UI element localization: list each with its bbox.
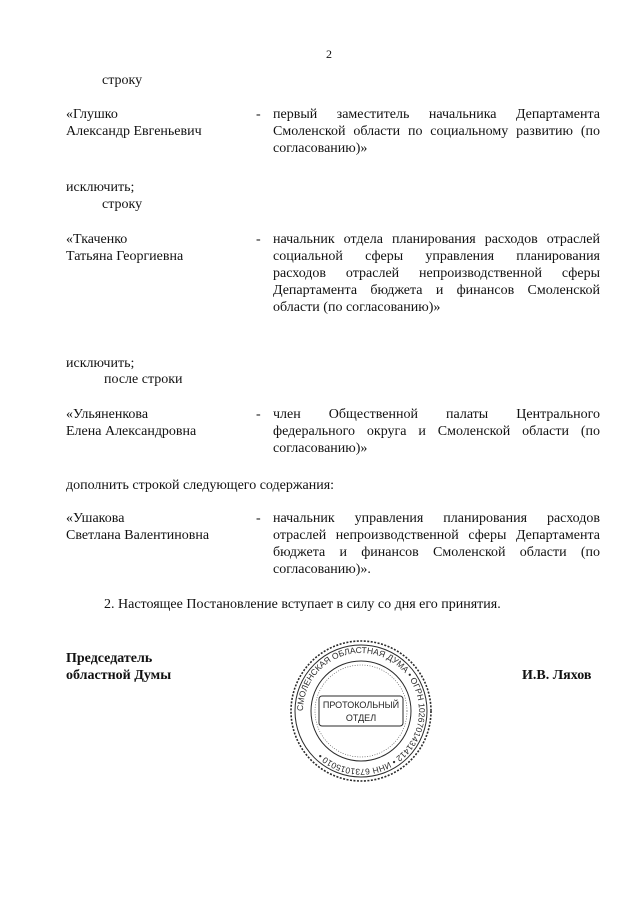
member-role: начальник управления планирования расходов отраслей непроизводственной сферы Департамента бюджета и финансов Смоленской области (по согласованию)». [273, 511, 600, 577]
member-name: «Ульяненкова Елена Александровна [66, 407, 197, 439]
seal-center-line2: ОТДЕЛ [345, 713, 377, 723]
member-name: «Глушко Александр Евгеньевич [66, 107, 202, 139]
member-name: «Ушакова Светлана Валентиновна [66, 511, 210, 543]
instruction-line: исключить; [66, 180, 135, 195]
instruction-line: строку [102, 73, 143, 88]
signatory-name: И.В. Ляхов [522, 668, 592, 683]
member-entry [66, 106, 600, 158]
signatory-title: Председатель областной Думы [66, 651, 172, 683]
official-seal-stamp [286, 636, 436, 786]
effective-clause: 2. Настоящее Постановление вступает в силу со дня его принятия. [104, 597, 501, 612]
entry-dash: - [256, 232, 261, 247]
instruction-line: дополнить строкой следующего содержания: [66, 478, 335, 493]
entry-dash: - [256, 107, 261, 122]
seal-ring-text: СМОЛЕНСКАЯ ОБЛАСТНАЯ ДУМА • ОГРН 1026701431412 • ИНН 6731015010 • [294, 644, 428, 778]
page-number: 2 [326, 47, 332, 61]
member-entry [66, 510, 600, 580]
entry-dash: - [256, 511, 261, 526]
instruction-line: строку [102, 197, 143, 212]
member-role: начальник отдела планирования расходов отраслей социальной сферы управления планирования расходов отраслей непроизводственной сферы Департамента бюджета и финансов Смоленской области (по согласованию)» [273, 232, 600, 315]
instruction-line: исключить; [66, 356, 135, 371]
member-entry [66, 406, 600, 458]
entry-dash: - [256, 407, 261, 422]
member-name: «Ткаченко Татьяна Георгиевна [66, 232, 184, 264]
member-role: первый заместитель начальника Департамента Смоленской области по социальному развитию (по согласованию)» [273, 107, 600, 156]
instruction-line: после строки [104, 372, 183, 387]
member-entry [66, 231, 600, 335]
seal-center-line1: ПРОТОКОЛЬНЫЙ [322, 700, 400, 710]
member-role: член Общественной палаты Центрального федерального округа и Смоленской области (по согласованию)» [273, 407, 600, 456]
